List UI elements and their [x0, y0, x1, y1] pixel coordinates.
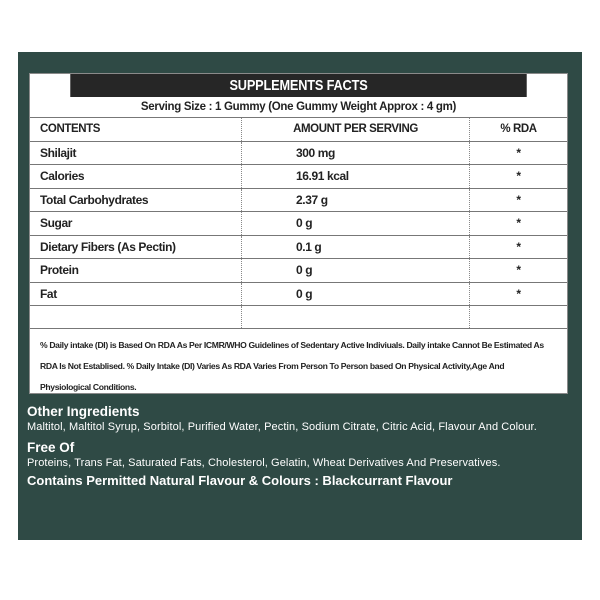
row-rda: * [470, 282, 568, 306]
table-row [30, 141, 567, 165]
column-header-contents: CONTENTS [30, 118, 242, 141]
table-row [30, 212, 567, 236]
row-content: Total Carbohydrates [30, 188, 242, 212]
row-content: Shilajit [30, 141, 242, 165]
row-amount: 0 g [242, 282, 470, 306]
row-content: Dietary Fibers (As Pectin) [30, 235, 242, 259]
free-of-text: Proteins, Trans Fat, Saturated Fats, Cholesterol, Gelatin, Wheat Derivatives And Preservatives. [27, 457, 501, 469]
row-rda: * [470, 188, 568, 212]
row-content: Protein [30, 259, 242, 283]
row-amount: 0 g [242, 212, 470, 236]
row-rda: * [470, 165, 568, 189]
table-row [30, 188, 567, 212]
column-header-amount: AMOUNT PER SERVING [242, 118, 470, 141]
table-row [30, 235, 567, 259]
row-amount: 0.1 g [242, 235, 470, 259]
table-row [30, 165, 567, 189]
table-row [30, 282, 567, 306]
table-row-empty [30, 306, 567, 329]
label-panel [18, 52, 582, 540]
column-header-rda: % RDA [470, 118, 568, 141]
daily-intake-footnote: % Daily intake (DI) is Based On RDA As Per ICMR/WHO Guidelines of Sedentary Active Indiviuals. Daily intake Cannot Be Estimated As RDA Is Not Establised. % Daily Intake (DI) Varies As RDA Varies From Person To Person based On Physical Activity,Age And Physiological Conditions. [40, 340, 544, 392]
facts-table [30, 118, 567, 329]
row-rda: * [470, 235, 568, 259]
row-amount: 16.91 kcal [242, 165, 470, 189]
serving-size: Serving Size : 1 Gummy (One Gummy Weight Approx : 4 gm) [30, 97, 567, 118]
row-rda: * [470, 212, 568, 236]
other-ingredients-text: Maltitol, Maltitol Syrup, Sorbitol, Purified Water, Pectin, Sodium Citrate, Citric Acid, Flavour And Colour. [27, 421, 537, 433]
row-content: Calories [30, 165, 242, 189]
row-amount: 0 g [242, 259, 470, 283]
ingredients-section [27, 404, 571, 490]
row-rda: * [470, 141, 568, 165]
row-content: Sugar [30, 212, 242, 236]
facts-title: SUPPLEMENTS FACTS [70, 74, 526, 97]
table-header-row [30, 118, 567, 141]
other-ingredients-title: Other Ingredients [27, 404, 140, 419]
flavour-statement: Contains Permitted Natural Flavour & Colours : Blackcurrant Flavour [27, 473, 453, 488]
table-row [30, 259, 567, 283]
row-rda: * [470, 259, 568, 283]
row-content: Fat [30, 282, 242, 306]
free-of-title: Free Of [27, 440, 75, 455]
supplement-facts-box [29, 73, 568, 394]
row-amount: 2.37 g [242, 188, 470, 212]
row-amount: 300 mg [242, 141, 470, 165]
